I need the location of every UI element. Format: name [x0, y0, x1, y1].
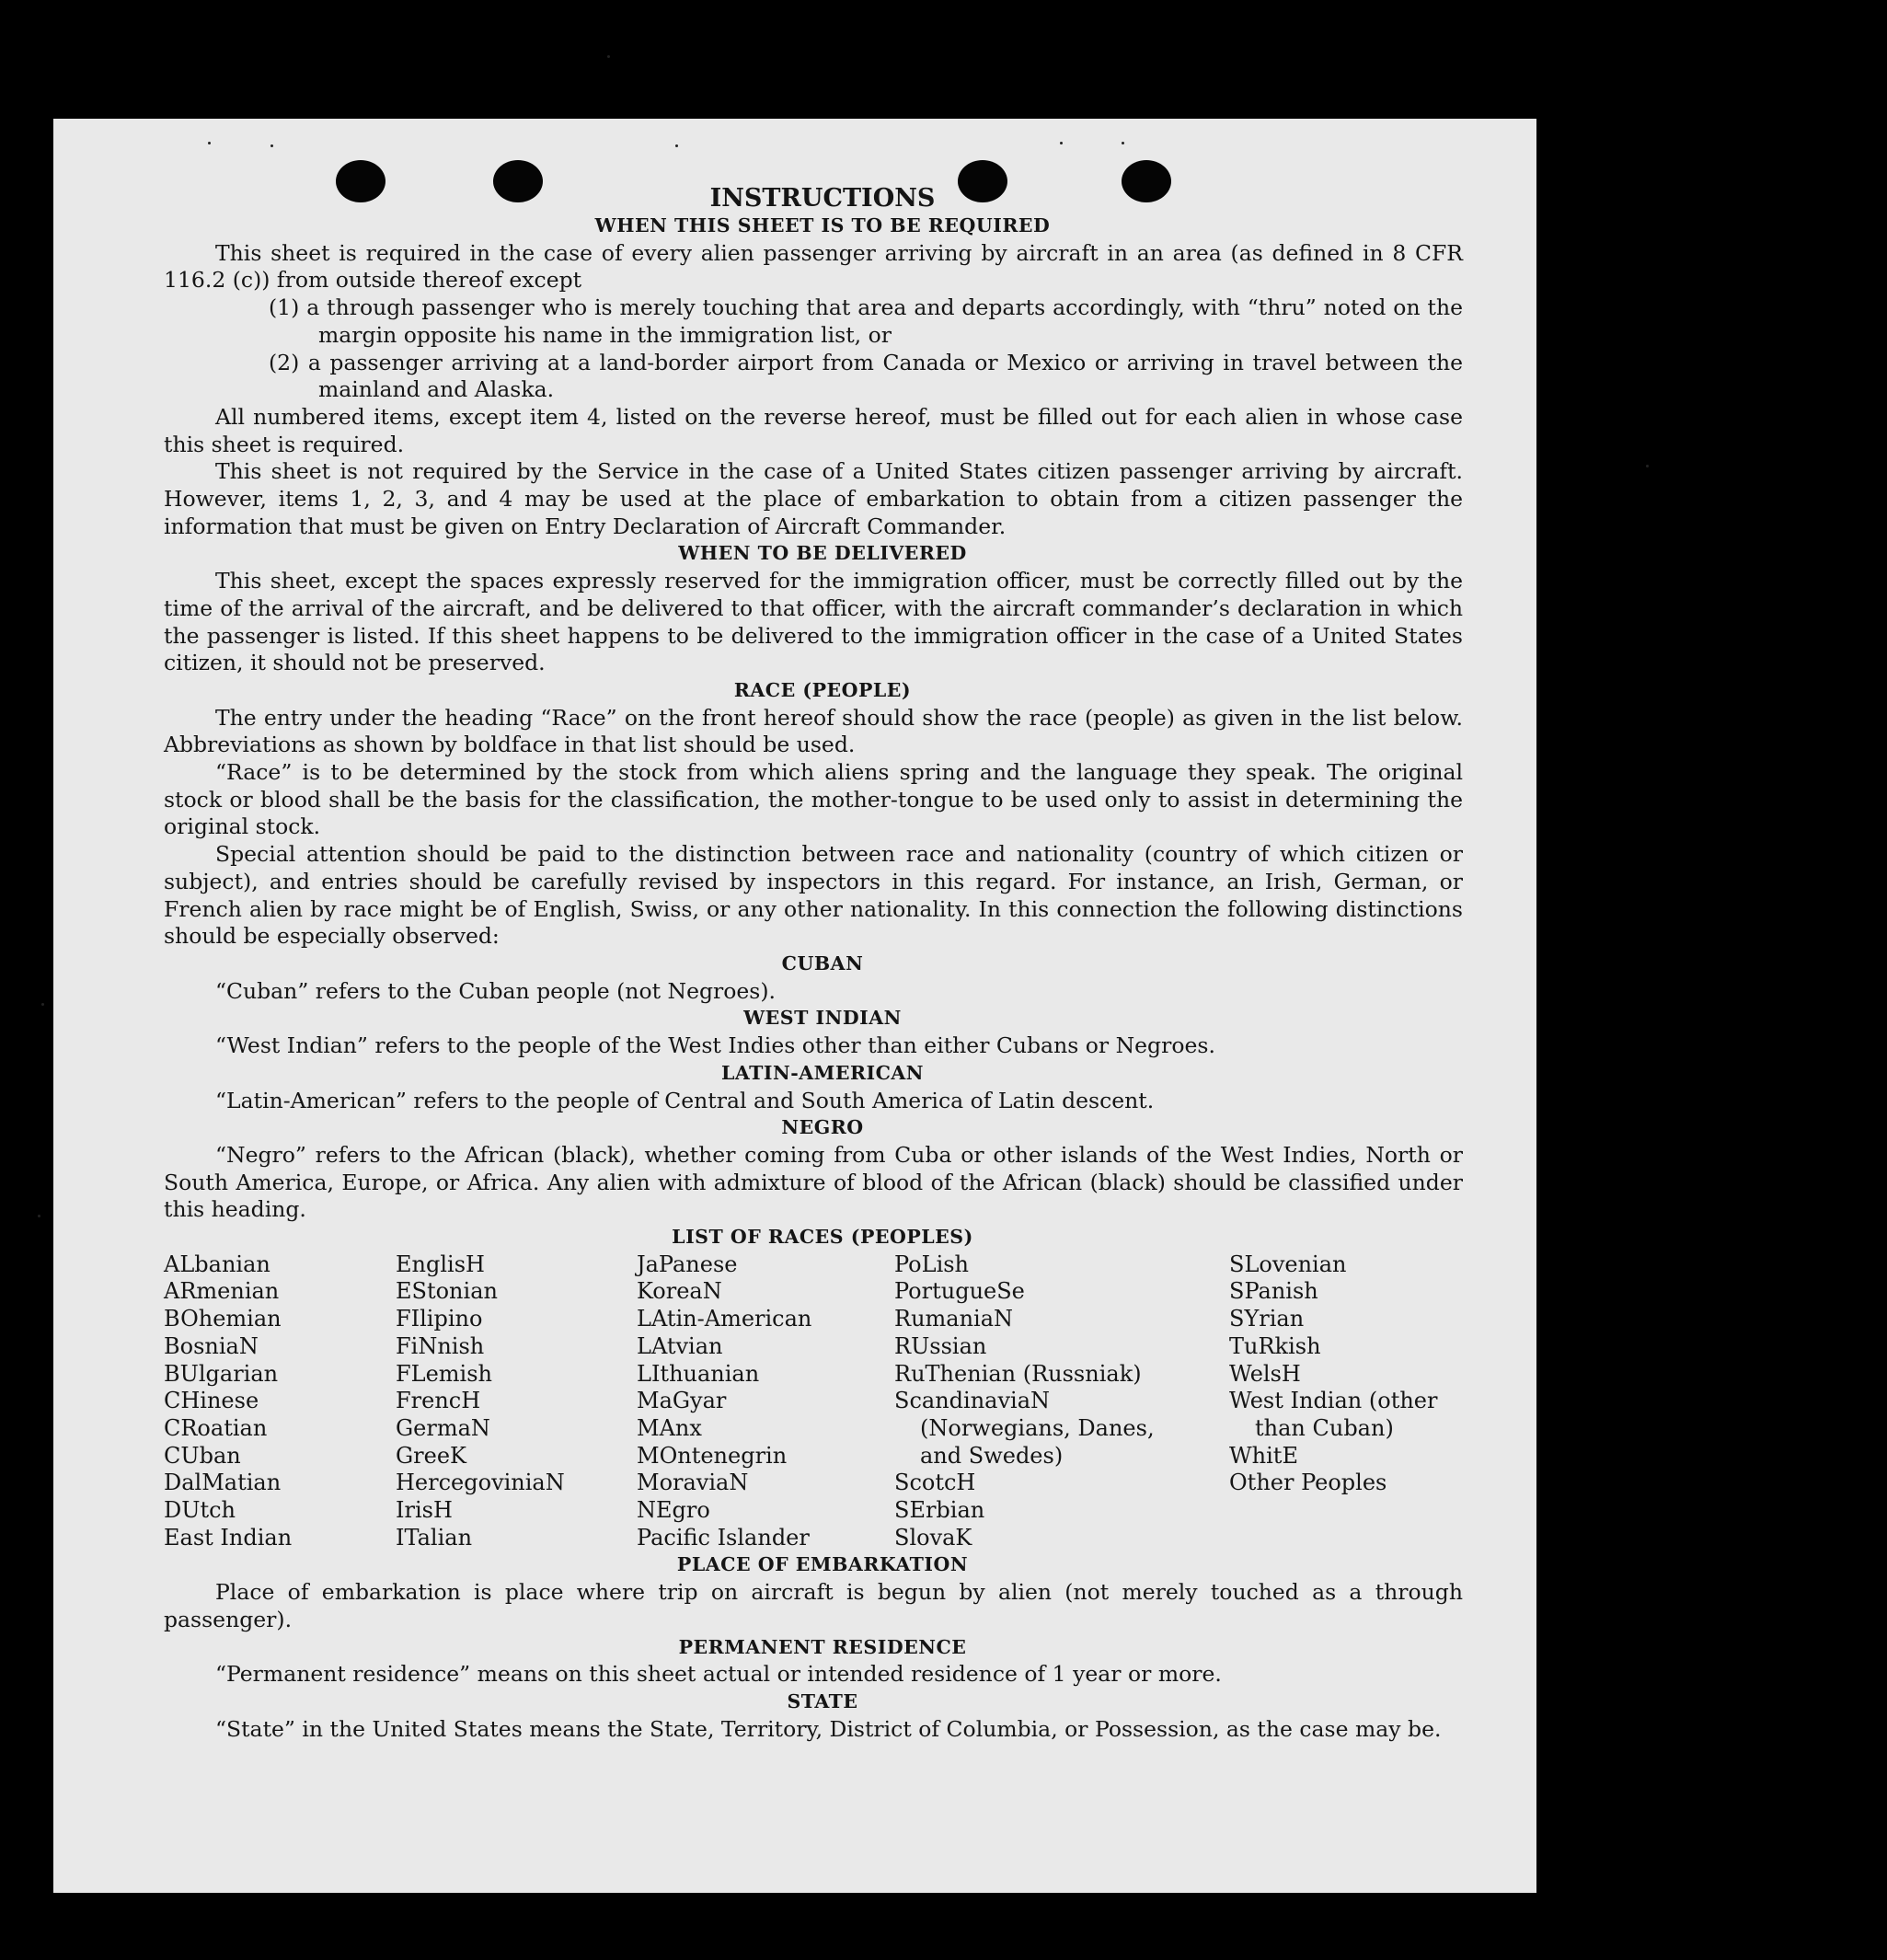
instructions-text — [164, 185, 1463, 1743]
paragraph: “Cuban” refers to the Cuban people (not Negroes). — [215, 977, 777, 1004]
race-item: MOntenegrin — [637, 1442, 788, 1469]
section-heading-embarkation: PLACE OF EMBARKATION — [676, 1553, 969, 1576]
paragraph: “Negro” refers to the African (black), whether coming from Cuba or other islands of the West Indies, North or South America, Europe, or Africa. Any alien with admixture of blood of the African (black) should be classified under this heading. — [164, 1141, 1463, 1223]
races-list — [164, 1251, 1463, 1552]
race-item: CRoatian — [164, 1414, 268, 1441]
race-item: East Indian — [164, 1524, 293, 1551]
race-item: West Indian (other than Cuban) — [1229, 1388, 1438, 1441]
race-item: SlovaK — [894, 1524, 972, 1551]
race-item: EStonian — [396, 1278, 498, 1305]
race-item: Other Peoples — [1229, 1470, 1387, 1496]
paragraph: “Latin-American” refers to the people of Central and South America of Latin descent. — [215, 1087, 1155, 1113]
section-heading-west-indian: WEST INDIAN — [743, 1007, 902, 1030]
paragraph: All numbered items, except item 4, listed on the reverse hereof, must be filled out for each alien in whose case this sheet is required. — [164, 403, 1463, 457]
race-item: BUlgarian — [164, 1360, 279, 1387]
race-item: WelsH — [1229, 1360, 1301, 1387]
paragraph: Special attention should be paid to the distinction between race and nationality (country of which citizen or subject), and entries should be carefully revised by inspectors in this regard. For instance, an Irish, German, or French alien by race might be of English, Swiss, or any other nationality. In this connection the following distinctions should be especially observed: — [164, 841, 1463, 950]
race-item: TuRkish — [1229, 1332, 1321, 1359]
race-item: ScotcH — [894, 1470, 976, 1496]
section-heading-state: STATE — [787, 1689, 858, 1712]
section-heading-races-list: LIST OF RACES (PEOPLES) — [672, 1226, 973, 1249]
speck — [38, 1215, 40, 1217]
race-item: MoraviaN — [637, 1470, 749, 1496]
section-heading-negro: NEGRO — [781, 1116, 864, 1139]
section-heading-when-required: WHEN THIS SHEET IS TO BE REQUIRED — [594, 214, 1051, 236]
race-item: RUssian — [894, 1332, 987, 1359]
speck — [607, 55, 610, 58]
race-item: BOhemian — [164, 1306, 282, 1332]
paragraph: Place of embarkation is place where trip on aircraft is begun by alien (not merely touched as a through passenger). — [164, 1579, 1463, 1632]
race-item: ARmenian — [164, 1278, 280, 1305]
race-item: GermaN — [396, 1414, 490, 1441]
race-item: HercegoviniaN — [396, 1470, 565, 1496]
race-item: CHinese — [164, 1388, 259, 1414]
race-item: DUtch — [164, 1497, 236, 1524]
race-item: EnglisH — [396, 1251, 485, 1277]
race-item: SPanish — [1229, 1278, 1318, 1305]
race-item: Pacific Islander — [637, 1524, 810, 1551]
race-item: ScandinaviaN (Norwegians, Danes, and Swedes) — [894, 1388, 1155, 1469]
paragraph: This sheet is required in the case of every alien passenger arriving by aircraft in an area (as defined in 8 CFR 116.2 (c)) from outside thereof except — [164, 239, 1463, 294]
section-heading-latin-american: LATIN-AMERICAN — [720, 1061, 925, 1084]
section-heading-race: RACE (PEOPLE) — [733, 678, 912, 701]
races-column — [1229, 1251, 1463, 1552]
race-item: MaGyar — [637, 1388, 727, 1414]
paragraph: “State” in the United States means the State, Territory, District of Columbia, or Possession, as the case may be. — [215, 1715, 1442, 1742]
races-column — [637, 1251, 894, 1552]
race-item: PoLish — [894, 1251, 970, 1277]
race-item: LIthuanian — [637, 1360, 760, 1387]
races-column — [164, 1251, 396, 1552]
speck — [1646, 465, 1649, 467]
race-item: WhitE — [1229, 1442, 1298, 1469]
race-item: SErbian — [894, 1497, 985, 1524]
race-item: ITalian — [396, 1524, 473, 1551]
race-item: RumaniaN — [894, 1306, 1014, 1332]
paragraph: “Permanent residence” means on this sheet actual or intended residence of 1 year or more. — [215, 1661, 1222, 1688]
paragraph: This sheet is not required by the Service in the case of a United States citizen passenger arriving by aircraft. However, items 1, 2, 3, and 4 may be used at the place of embarkation to obtain from a citizen passenger the information that must be given on Entry Declaration of Aircraft Commander. — [164, 458, 1463, 539]
list-item: (1) a through passenger who is merely touching that area and departs accordingly, with “thru” noted on the margin opposite his name in the immigration list, or — [269, 294, 1463, 348]
race-item: SYrian — [1229, 1306, 1305, 1332]
races-column — [894, 1251, 1229, 1552]
race-item: IrisH — [396, 1497, 453, 1524]
race-item: FiNnish — [396, 1332, 485, 1359]
section-heading-cuban: CUBAN — [781, 951, 864, 974]
speck — [41, 1003, 44, 1006]
race-item: CUban — [164, 1442, 241, 1469]
race-item: NEgro — [637, 1497, 710, 1524]
speck — [208, 142, 211, 144]
race-item: LAtin-American — [637, 1306, 812, 1332]
race-item: ALbanian — [164, 1251, 270, 1277]
paragraph: “Race” is to be determined by the stock from which aliens spring and the language they speak. The original stock or blood shall be the basis for the classification, the mother-tongue to be used only to assist in determining the original stock. — [164, 759, 1463, 840]
page-title: INSTRUCTIONS — [709, 184, 936, 213]
speck — [1060, 142, 1063, 144]
race-item: GreeK — [396, 1442, 466, 1469]
speck — [270, 144, 273, 147]
speck — [1122, 142, 1124, 144]
race-item: MAnx — [637, 1414, 702, 1441]
paragraph: This sheet, except the spaces expressly reserved for the immigration officer, must be correctly filled out by the time of the arrival of the aircraft, and be delivered to that officer, with the aircraft commander’s declaration in which the passenger is listed. If this sheet happens to be delivered to the immigration officer in the case of a United States citizen, it should not be preserved. — [164, 568, 1463, 676]
race-item: DalMatian — [164, 1470, 282, 1496]
race-item: KoreaN — [637, 1278, 722, 1305]
paragraph: The entry under the heading “Race” on the front hereof should show the race (people) as given in the list below. Abbreviations as shown by boldface in that list should be used. — [164, 704, 1463, 758]
section-heading-when-delivered: WHEN TO BE DELIVERED — [678, 542, 967, 565]
document-page — [53, 119, 1536, 1893]
paragraph: “West Indian” refers to the people of the West Indies other than either Cubans or Negroes. — [215, 1032, 1215, 1059]
race-item: FLemish — [396, 1360, 492, 1387]
speck — [675, 144, 678, 147]
race-item: PortugueSe — [894, 1278, 1025, 1305]
section-heading-residence: PERMANENT RESIDENCE — [678, 1635, 967, 1658]
race-item: LAtvian — [637, 1332, 723, 1359]
race-item: FIlipino — [396, 1306, 483, 1332]
race-item: FrencH — [396, 1388, 481, 1414]
races-column — [396, 1251, 637, 1552]
race-item: RuThenian (Russniak) — [894, 1360, 1142, 1387]
list-item: (2) a passenger arriving at a land-border airport from Canada or Mexico or arriving in travel between the mainland and Alaska. — [269, 349, 1463, 403]
race-item: SLovenian — [1229, 1251, 1347, 1277]
race-item: BosniaN — [164, 1332, 259, 1359]
race-item: JaPanese — [637, 1251, 738, 1277]
